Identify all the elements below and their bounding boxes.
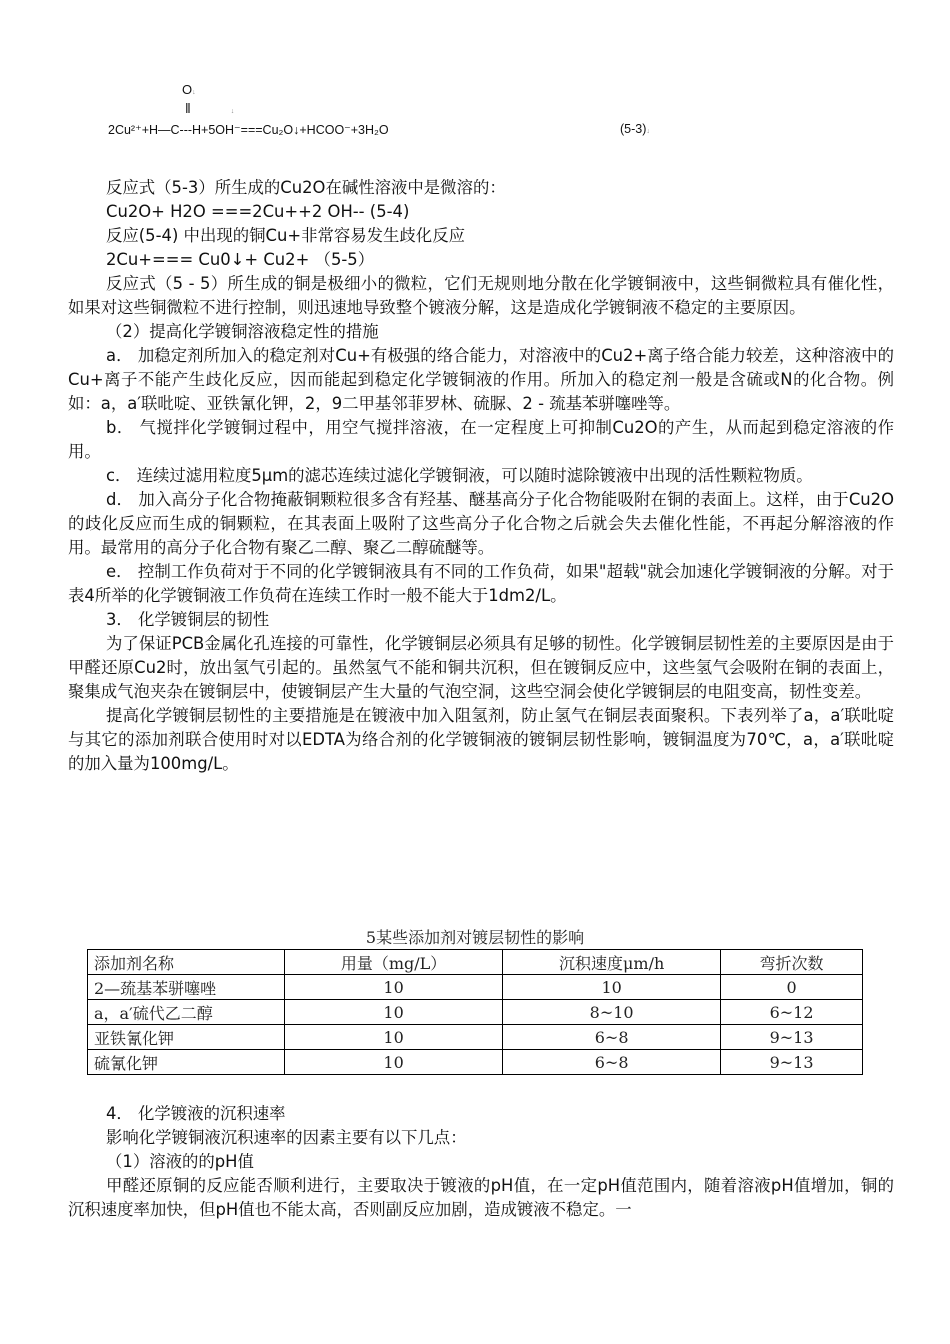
section-heading: 4． 化学镀液的沉积速率 bbox=[106, 1104, 286, 1123]
equation-number: (5-3)↓ bbox=[620, 122, 650, 136]
table-caption: 5某些添加剂对镀层韧性的影响 bbox=[365, 928, 585, 947]
subsection-heading: （1）溶液的的pH值 bbox=[106, 1152, 254, 1171]
paragraph: 2Cu+=== Cu0↓+ Cu2+ （5-5） bbox=[106, 250, 375, 269]
paragraph-mark: ↓ bbox=[230, 108, 233, 115]
table-cell: 硫氰化钾 bbox=[88, 1050, 285, 1075]
paragraph: e． 控制工作负荷对于不同的化学镀铜液具有不同的工作负荷，如果"超载"就会加速化学镀铜液的分解。对于表4所举的化学镀铜液工作负荷在连续工作时一般不能大于1dm2/L。 bbox=[68, 562, 894, 605]
equation-5-3 bbox=[108, 80, 668, 150]
section-4-text bbox=[68, 1102, 894, 1222]
table-cell: a，a′硫代乙二醇 bbox=[88, 1000, 285, 1025]
table-row bbox=[88, 1025, 863, 1050]
paragraph: c． 连续过滤用粒度5μm的滤芯连续过滤化学镀铜液，可以随时滤除镀液中出现的活性颗粒物质。 bbox=[106, 466, 813, 485]
table-cell: 10 bbox=[503, 975, 721, 1000]
table-cell: 6~8 bbox=[503, 1025, 721, 1050]
paragraph: 提高化学镀铜层韧性的主要措施是在镀液中加入阻氢剂，防止氢气在铜层表面聚积。下表列举了a，a′联吡啶与其它的添加剂联合使用时对以EDTA为络合剂的化学镀铜液的镀铜层韧性影响，镀铜温度为70℃，a，a′联吡啶的加入量为100mg/L。 bbox=[68, 706, 894, 773]
body-text bbox=[68, 176, 894, 776]
table-cell: 6~8 bbox=[503, 1050, 721, 1075]
additive-toughness-table bbox=[87, 949, 863, 1075]
table-row bbox=[88, 1050, 863, 1075]
paragraph: 反应式（5-3）所生成的Cu2O在碱性溶液中是微溶的： bbox=[106, 178, 506, 197]
paragraph: d． 加入高分子化合物掩蔽铜颗粒很多含有羟基、醚基高分子化合物能吸附在铜的表面上。这样，由于Cu2O的歧化反应而生成的铜颗粒，在其表面上吸附了这些高分子化合物之后就会失去催化性能，不再起分解溶液的作用。最常用的高分子化合物有聚乙二醇、聚乙二醇硫醚等。 bbox=[68, 490, 894, 557]
table-cell: 6~12 bbox=[721, 1000, 863, 1025]
paragraph: a． 加稳定剂所加入的稳定剂对Cu+有极强的络合能力，对溶液中的Cu2+离子络合能力较差，这种溶液中的Cu+离子不能产生歧化反应，因而能起到稳定化学镀铜液的作用。所加入的稳定剂一般是含硫或N的化合物。例如：a，a′联吡啶、亚铁氰化钾，2，9二甲基邻菲罗林、硫脲、2 - 巯基苯骈噻唑等。 bbox=[68, 346, 894, 413]
paragraph: b． 气搅拌化学镀铜过程中，用空气搅拌溶液，在一定程度上可抑制Cu2O的产生，从而起到稳定溶液的作用。 bbox=[68, 418, 894, 461]
paragraph: 反应式（5 - 5）所生成的铜是极细小的微粒，它们无规则地分散在化学镀铜液中，这些铜微粒具有催化性，如果对这些铜微粒不进行控制，则迅速地导致整个镀液分解，这是造成化学镀铜液不稳定的主要原因。 bbox=[68, 274, 894, 317]
table-cell: 亚铁氰化钾 bbox=[88, 1025, 285, 1050]
table-cell: 2—巯基苯骈噻唑 bbox=[88, 975, 285, 1000]
paragraph-mark: ↓ bbox=[192, 89, 196, 96]
table-cell: 0 bbox=[721, 975, 863, 1000]
paragraph: Cu2O+ H2O ===2Cu++2 OH-- (5-4) bbox=[106, 202, 410, 221]
paragraph: 为了保证PCB金属化孔连接的可靠性，化学镀铜层必须具有足够的韧性。化学镀铜层韧性差的主要原因是由于甲醛还原Cu2时，放出氢气引起的。虽然氢气不能和铜共沉积，但在镀铜反应中，这些氢气会吸附在铜的表面上，聚集成气泡夹杂在镀铜层中，使镀铜层产生大量的气泡空洞，这些空洞会使化学镀铜层的电阻变高，韧性变差。 bbox=[68, 634, 894, 701]
paragraph: 影响化学镀铜液沉积速率的因素主要有以下几点： bbox=[106, 1128, 467, 1147]
table-header: 添加剂名称 bbox=[88, 950, 285, 975]
paragraph-mark: ↓ bbox=[646, 128, 650, 135]
paragraph: 反应(5-4) 中出现的铜Cu+非常容易发生歧化反应 bbox=[106, 226, 465, 245]
table-header: 用量（mg/L） bbox=[285, 950, 503, 975]
section-heading: 3． 化学镀铜层的韧性 bbox=[106, 610, 270, 629]
table-row bbox=[88, 1000, 863, 1025]
table-cell: 9~13 bbox=[721, 1050, 863, 1075]
table-header-row bbox=[88, 950, 863, 975]
equation-oxygen-atom: O↓ bbox=[182, 82, 196, 97]
table-header: 沉积速度μm/h bbox=[503, 950, 721, 975]
table-cell: 8~10 bbox=[503, 1000, 721, 1025]
table-cell: 9~13 bbox=[721, 1025, 863, 1050]
table-cell: 10 bbox=[285, 975, 503, 1000]
equation-double-bond: ‖ ↓ bbox=[185, 100, 233, 116]
equation-line: 2Cu²⁺+H—C---H+5OH⁻===Cu₂O↓+HCOO⁻+3H₂O bbox=[108, 123, 389, 137]
section-heading: （2）提高化学镀铜溶液稳定性的措施 bbox=[106, 322, 379, 341]
table-row bbox=[88, 975, 863, 1000]
table-cell: 10 bbox=[285, 1050, 503, 1075]
table-cell: 10 bbox=[285, 1000, 503, 1025]
table-header: 弯折次数 bbox=[721, 950, 863, 975]
paragraph: 甲醛还原铜的反应能否顺利进行，主要取决于镀液的pH值，在一定pH值范围内，随着溶液pH值增加，铜的沉积速度率加快，但pH值也不能太高，否则副反应加剧，造成镀液不稳定。一 bbox=[68, 1176, 894, 1219]
table-cell: 10 bbox=[285, 1025, 503, 1050]
